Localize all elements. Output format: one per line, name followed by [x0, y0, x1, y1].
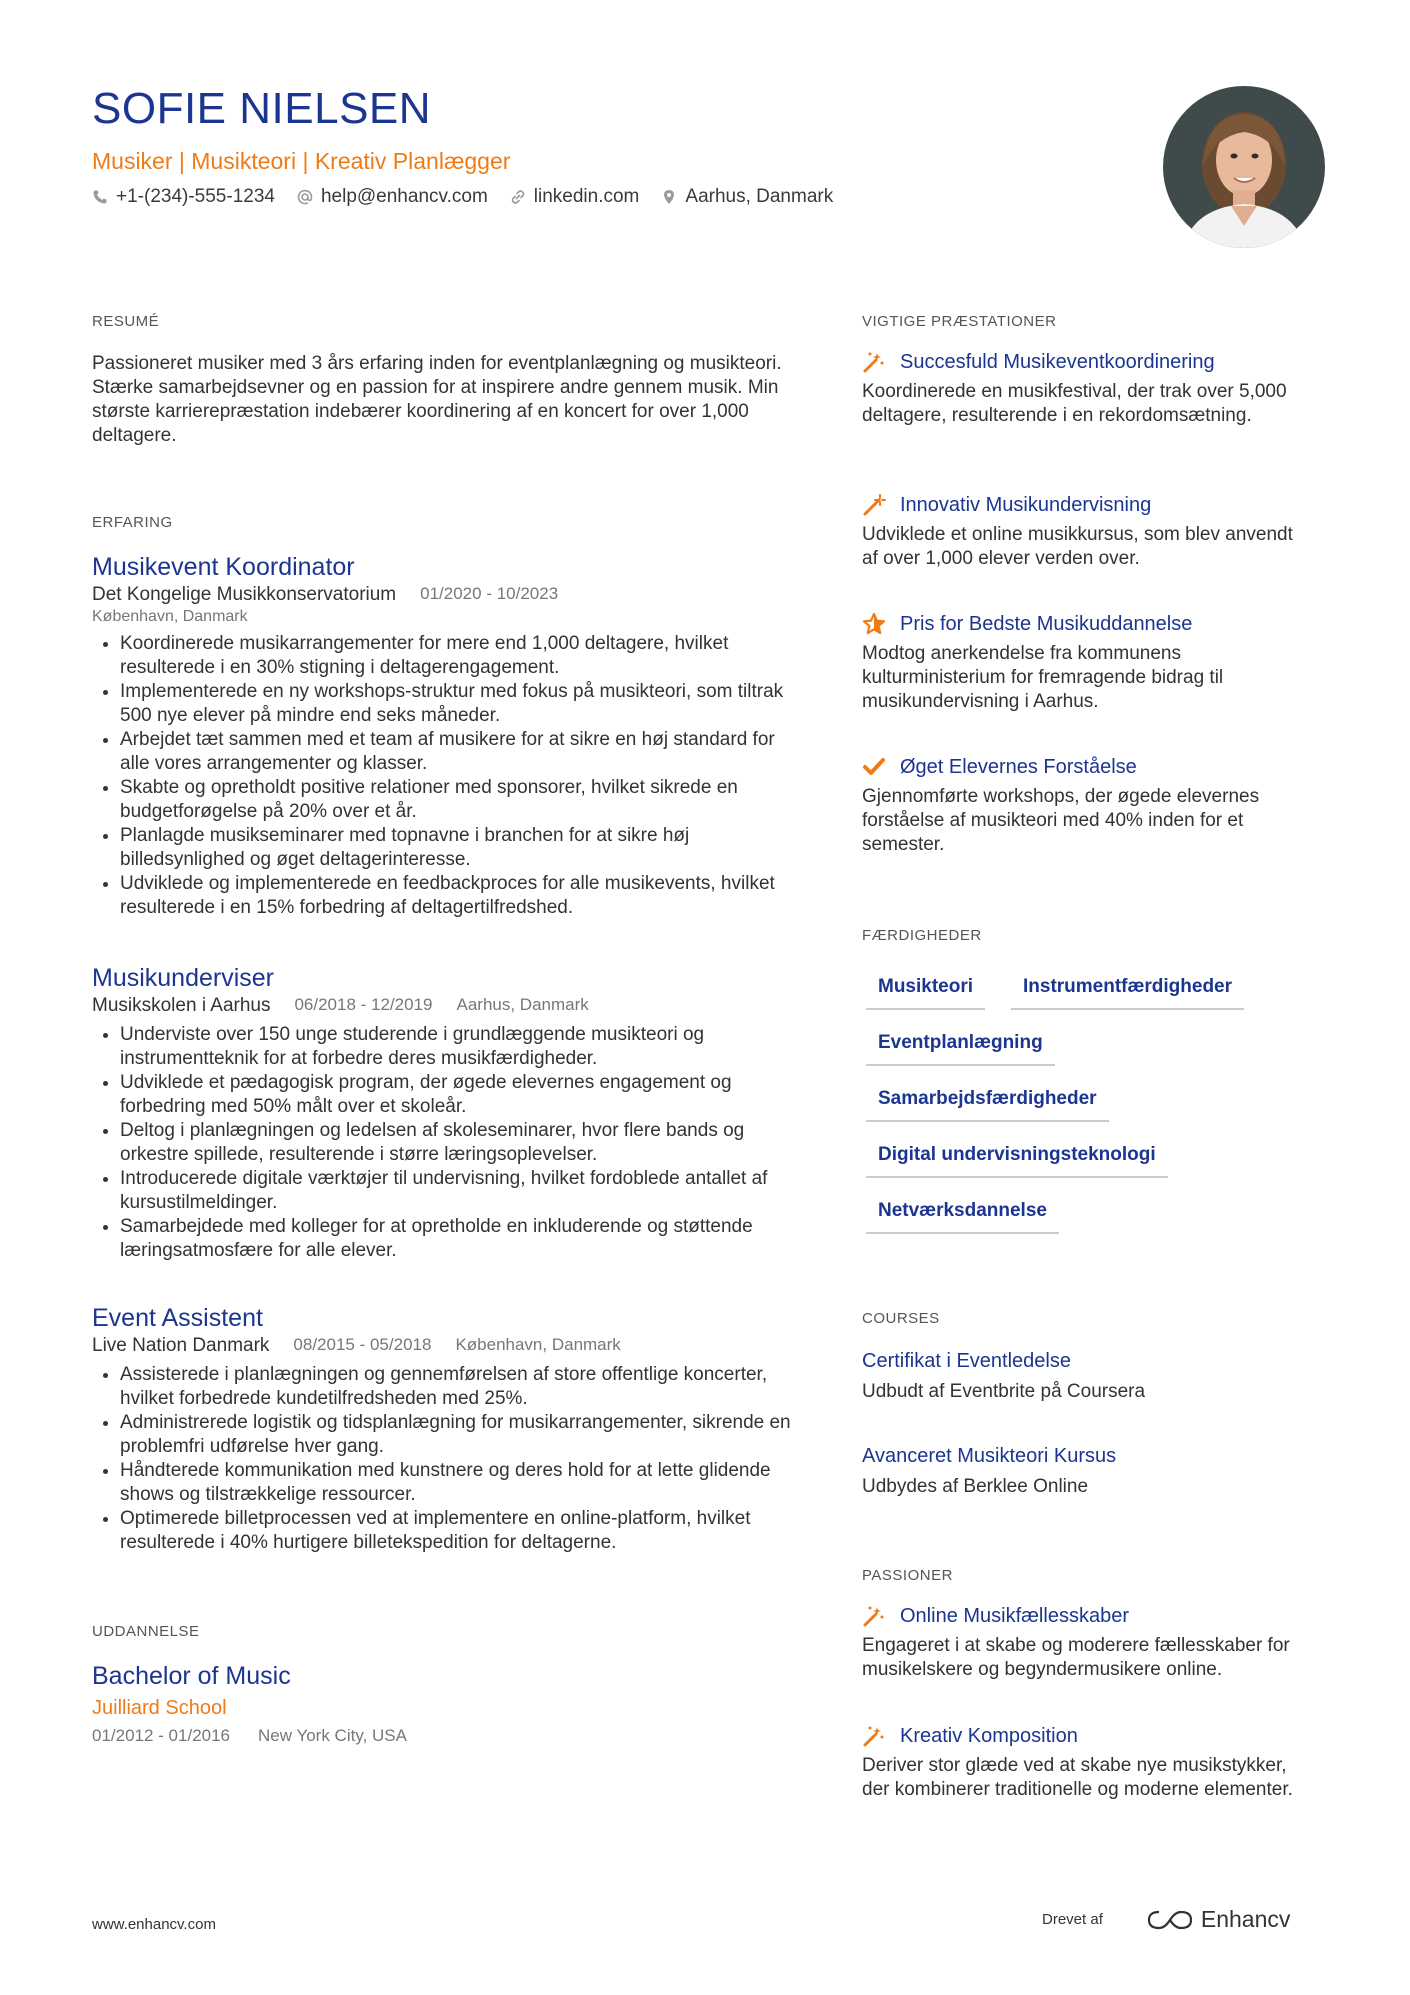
job-meta: [92, 1335, 792, 1357]
magic-wand-icon: [862, 493, 886, 517]
education-dates: 01/2012 - 01/2016: [92, 1726, 231, 1745]
education-school: Juilliard School: [92, 1697, 227, 1719]
passion-desc: Deriver stor glæde ved at skabe nye musikstykker, der kombinerer traditionelle og moderne elementer.: [862, 1755, 1293, 1800]
passion-title: Online Musikfællesskaber: [900, 1604, 1129, 1627]
skill-tag: Instrumentfærdigheder: [1011, 976, 1244, 1010]
job-bullet: • Optimerede billetprocessen ved at implementere en online-platform, hvilket resulterede i 40% hurtigere billetekspedition for deltagerne.: [120, 1507, 792, 1555]
achievement-item: [862, 755, 1302, 857]
section-title-skills: FÆRDIGHEDER: [862, 927, 982, 944]
wand-icon: [862, 350, 886, 374]
job-bullets: [92, 1363, 792, 1555]
job-entry: [92, 1303, 792, 1555]
job-bullet: • Assisterede i planlægningen og gennemførelsen af store offentlige koncerter, hvilket forbedrede kundetilfredsheden med 25%.: [120, 1363, 792, 1411]
link-icon: [510, 189, 526, 205]
course-provider: Udbudt af Eventbrite på Coursera: [862, 1381, 1146, 1402]
skill-tag: Eventplanlægning: [866, 1032, 1055, 1066]
passion-desc: Engageret i at skabe og moderere fællesskaber for musikelskere og begyndermusikere online.: [862, 1635, 1290, 1680]
check-icon: [862, 755, 886, 779]
course-item: [862, 1350, 1302, 1403]
course-item: [862, 1445, 1302, 1498]
passion-item: [862, 1724, 1302, 1802]
contact-email[interactable]: [297, 186, 488, 208]
job-location: København, Danmark: [455, 1335, 621, 1354]
location-pin-icon: [661, 189, 677, 205]
skill-tag: Digital undervisningsteknologi: [866, 1144, 1168, 1178]
powered-by-label: Drevet af: [1042, 1911, 1103, 1928]
course-title: Certifikat i Eventledelse: [862, 1350, 1071, 1372]
course-title: Avanceret Musikteori Kursus: [862, 1445, 1117, 1467]
job-title: Musikunderviser: [92, 964, 275, 992]
job-bullets: [92, 632, 792, 920]
job-bullet: • Administrerede logistik og tidsplanlægning for musikarrangementer, sikrende en problemfri udførelse hver gang.: [120, 1411, 792, 1459]
job-bullet: • Implementerede en ny workshops-struktur med fokus på musikteori, som tiltrak 500 nye elever på mindre end seks måneder.: [120, 680, 792, 728]
brand-name: Enhancv: [1200, 1906, 1291, 1932]
job-bullets: [92, 1023, 792, 1263]
achievement-title: Succesfuld Musikeventkoordinering: [900, 350, 1215, 373]
passion-item: [862, 1604, 1302, 1682]
job-dates: 08/2015 - 05/2018: [293, 1335, 432, 1354]
education-degree: Bachelor of Music: [92, 1662, 291, 1690]
contact-bar: [92, 186, 833, 208]
job-bullet: • Arbejdet tæt sammen med et team af musikere for at sikre en høj standard for alle vores arrangementer og klasser.: [120, 728, 792, 776]
section-title-courses: COURSES: [862, 1310, 940, 1327]
job-bullet: • Udviklede et pædagogisk program, der øgede elevernes engagement og forbedring med 50% målt over et skoleår.: [120, 1071, 792, 1119]
skill-tag: Samarbejdsfærdigheder: [866, 1088, 1109, 1122]
email-text: help@enhancv.com: [320, 186, 488, 207]
linkedin-text: linkedin.com: [533, 186, 640, 207]
phone-icon: [92, 189, 108, 205]
job-company: Musikskolen i Aarhus: [92, 995, 271, 1016]
achievement-item: [862, 493, 1302, 571]
location-text: Aarhus, Danmark: [685, 186, 834, 207]
candidate-name: SOFIE NIELSEN: [92, 84, 432, 133]
star-icon: [862, 612, 886, 636]
footer-branding: [1042, 1906, 1290, 1933]
job-meta: [92, 995, 792, 1017]
contact-phone: [92, 186, 275, 208]
job-entry: [92, 963, 792, 1263]
job-bullet: • Underviste over 150 unge studerende i grundlæggende musikteori og instrumentteknik for at forbedre deres musikfærdigheder.: [120, 1023, 792, 1071]
job-bullet: • Skabte og opretholdt positive relationer med sponsorer, hvilket sikrede en budgetforøgelse på 20% over et år.: [120, 776, 792, 824]
wand-icon: [862, 1724, 886, 1748]
wand-icon: [862, 1604, 886, 1628]
phone-text: +1-(234)-555-1234: [116, 186, 275, 207]
achievement-title: Øget Elevernes Forståelse: [900, 755, 1137, 778]
job-bullet: • Udviklede og implementerede en feedbackproces for alle musikevents, hvilket resulterede i en 15% forbedring af deltagertilfredshed.: [120, 872, 792, 920]
achievement-desc: Modtog anerkendelse fra kommunens kulturministerium for fremragende bidrag til musikundervisning i Aarhus.: [862, 643, 1224, 712]
job-title: Event Assistent: [92, 1304, 263, 1332]
job-location: Aarhus, Danmark: [456, 995, 589, 1014]
section-title-education: UDDANNELSE: [92, 1623, 200, 1640]
achievement-desc: Gjennomførte workshops, der øgede elevernes forståelse af musikteori med 40% inden for et semester.: [862, 786, 1260, 855]
achievement-title: Pris for Bedste Musikuddannelse: [900, 612, 1193, 635]
skill-tag: Musikteori: [866, 976, 985, 1010]
job-bullet: • Introducerede digitale værktøjer til undervisning, hvilket fordoblede antallet af kursustilmeldinger.: [120, 1167, 792, 1215]
course-provider: Udbydes af Berklee Online: [862, 1476, 1089, 1497]
job-dates: 01/2020 - 10/2023: [420, 584, 559, 603]
job-location: København, Danmark: [92, 608, 248, 625]
contact-location: [661, 186, 833, 208]
achievement-item: [862, 350, 1302, 428]
footer-website[interactable]: www.enhancv.com: [92, 1916, 216, 1933]
section-title-experience: ERFARING: [92, 514, 173, 531]
job-company: Live Nation Danmark: [92, 1335, 270, 1356]
section-title-passions: PASSIONER: [862, 1567, 953, 1584]
job-meta: [92, 584, 792, 606]
passion-title: Kreativ Komposition: [900, 1724, 1078, 1747]
section-title-achievements: VIGTIGE PRÆSTATIONER: [862, 313, 1057, 330]
job-bullet: • Samarbejdede med kolleger for at opretholde en inkluderende og støttende læringsatmosfære for alle elever.: [120, 1215, 792, 1263]
achievement-title: Innovativ Musikundervisning: [900, 493, 1152, 516]
profile-photo: [1163, 86, 1325, 248]
education-location: New York City, USA: [258, 1726, 407, 1745]
job-title: Musikevent Koordinator: [92, 553, 355, 581]
job-bullet: • Håndterede kommunikation med kunstnere og deres hold for at lette glidende shows og tilstrækkelige ressourcer.: [120, 1459, 792, 1507]
at-icon: [297, 189, 313, 205]
section-title-summary: RESUMÉ: [92, 313, 160, 330]
job-bullet: • Deltog i planlægningen og ledelsen af skoleseminarer, hvor flere bands og orkestre spillede, resulterende i større læringsoplevelser.: [120, 1119, 792, 1167]
education-meta: [92, 1726, 792, 1746]
candidate-headline: Musiker | Musikteori | Kreativ Planlægger: [92, 148, 511, 174]
summary-text: Passioneret musiker med 3 års erfaring inden for eventplanlægning og musikteori. Stærke samarbejdsevner og en passion for at inspirere andre gennem musik. Min største karrierepræstation indebærer koordinering af en koncert for over 1,000 deltagere.: [92, 353, 782, 446]
contact-linkedin[interactable]: [510, 186, 640, 208]
achievement-desc: Udviklede et online musikkursus, som blev anvendt af over 1,000 elever verden over.: [862, 524, 1293, 569]
infinity-icon: [1147, 1908, 1193, 1932]
job-dates: 06/2018 - 12/2019: [294, 995, 433, 1014]
job-bullet: • Koordinerede musikarrangementer for mere end 1,000 deltagere, hvilket resulterede i en 30% stigning i deltagerengagement.: [120, 632, 792, 680]
achievement-item: [862, 612, 1302, 714]
job-entry: [92, 552, 792, 920]
skill-tag: Netværksdannelse: [866, 1200, 1059, 1234]
job-bullet: • Planlagde musikseminarer med topnavne i branchen for at sikre høj billedsynlighed og øget deltagerinteresse.: [120, 824, 792, 872]
enhancv-logo[interactable]: [1147, 1906, 1291, 1933]
job-company: Det Kongelige Musikkonservatorium: [92, 584, 397, 605]
achievement-desc: Koordinerede en musikfestival, der trak over 5,000 deltagere, resulterende i en rekordomsætning.: [862, 381, 1287, 426]
education-entry: [92, 1662, 792, 1746]
